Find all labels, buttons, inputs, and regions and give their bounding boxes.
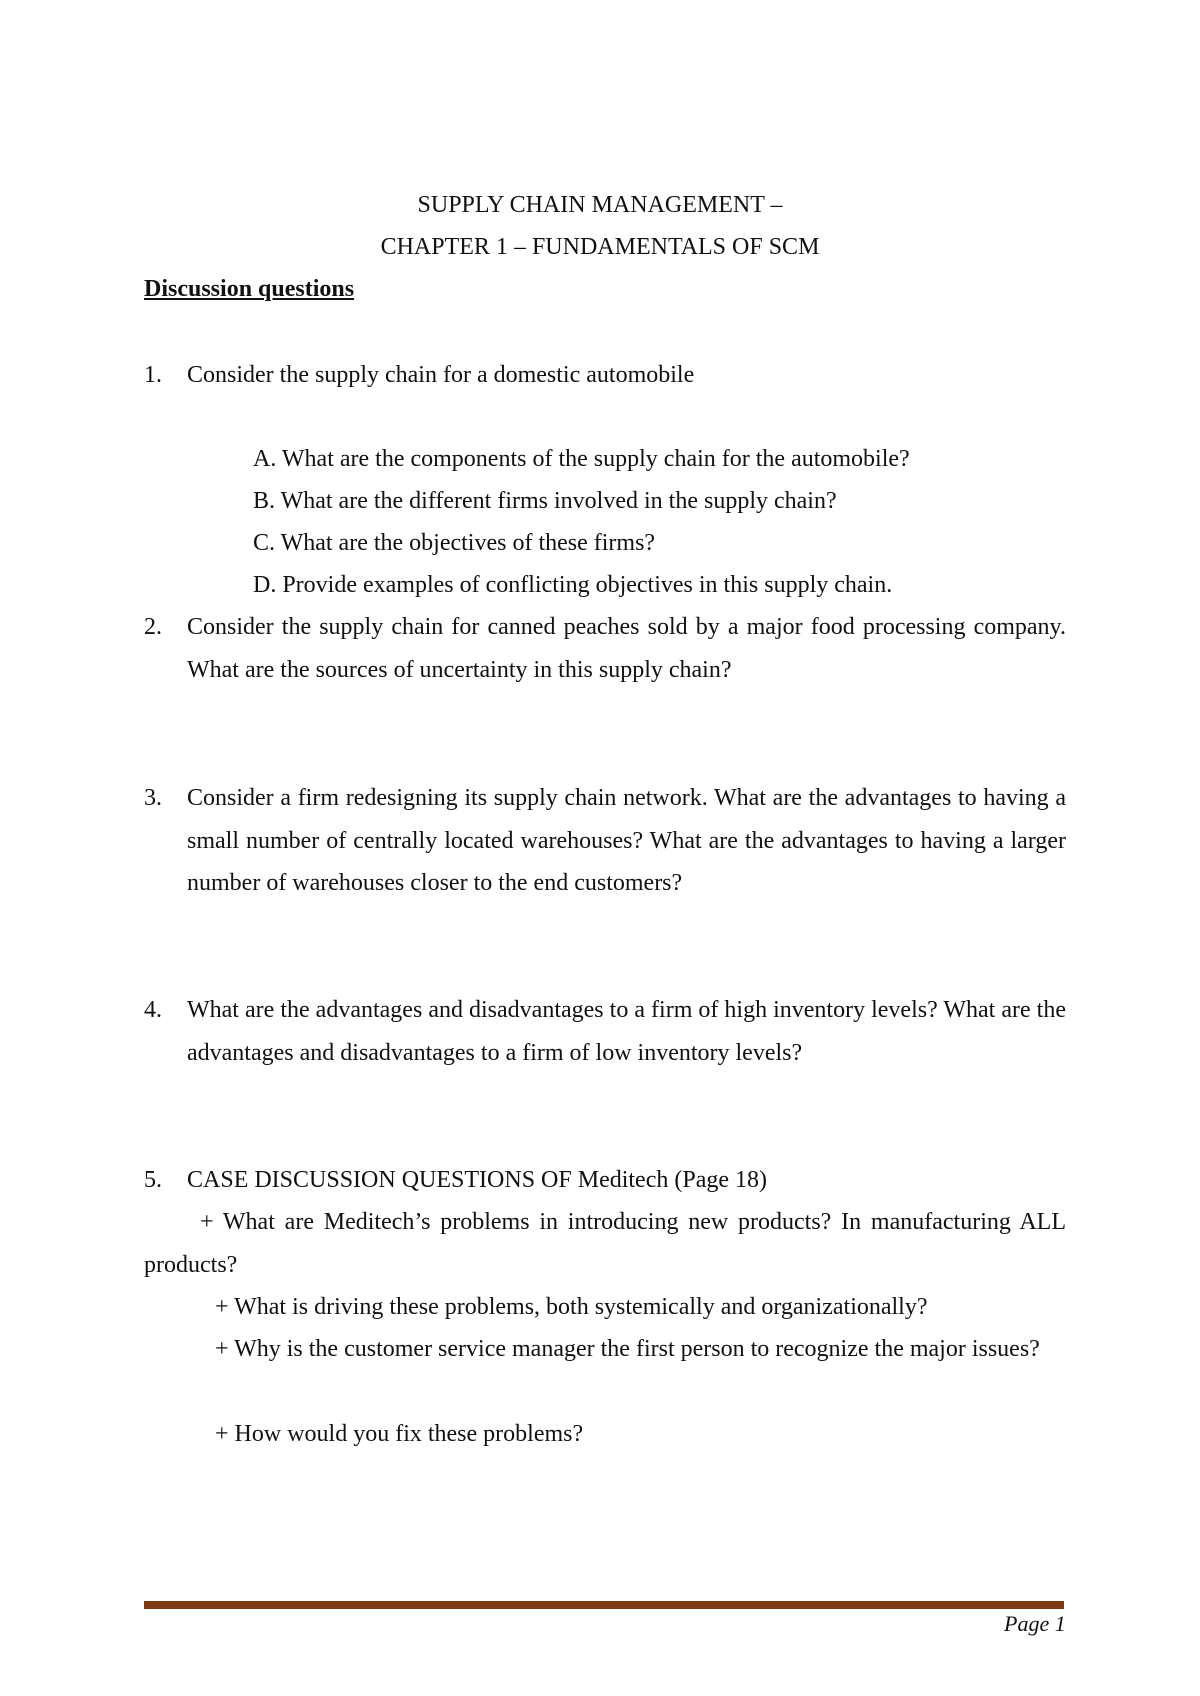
question-text-4: What are the advantages and disadvantages to a firm of high inventory levels? What are the advantages and disadvantages to a firm of low inventory levels? — [187, 997, 1066, 1066]
question-1-subitem-b: B. What are the different firms involved in the supply chain? — [253, 488, 837, 514]
question-number-4: 4. — [144, 997, 162, 1023]
question-1-subitem-a: A. What are the components of the supply chain for the automobile? — [253, 446, 910, 472]
question-5-bullet-4: + How would you fix these problems? — [215, 1421, 584, 1447]
footer-rule — [144, 1601, 1064, 1609]
section-subtitle: Discussion questions — [144, 276, 355, 302]
question-text-5: CASE DISCUSSION QUESTIONS OF Meditech (Page 18) — [187, 1167, 767, 1193]
question-number-2: 2. — [144, 614, 162, 640]
page-number: Page 1 — [1004, 1611, 1066, 1636]
question-1-subitem-c: C. What are the objectives of these firms? — [253, 530, 656, 556]
question-number-3: 3. — [144, 785, 162, 811]
question-number-5: 5. — [144, 1167, 162, 1193]
question-1-subitem-d: D. Provide examples of conflicting objectives in this supply chain. — [253, 572, 893, 598]
question-text-3: Consider a firm redesigning its supply chain network. What are the advantages to having a small number of centrally located warehouses? What are the advantages to having a larger number of warehouses closer to the end customers? — [187, 785, 1066, 896]
question-5-bullet-2: + What is driving these problems, both systemically and organizationally? — [215, 1294, 928, 1320]
question-text-1: Consider the supply chain for a domestic automobile — [187, 362, 695, 388]
question-number-1: 1. — [144, 362, 162, 388]
question-5-bullet-1: + What are Meditech’s problems in introducing new products? In manufacturing ALL products? — [144, 1209, 1066, 1278]
question-5-bullet-3: + Why is the customer service manager the first person to recognize the major issues? — [215, 1336, 1040, 1362]
document-title-line-2: CHAPTER 1 – FUNDAMENTALS OF SCM — [380, 234, 820, 260]
document-title-line-1: SUPPLY CHAIN MANAGEMENT – — [417, 192, 783, 218]
question-text-2: Consider the supply chain for canned peaches sold by a major food processing company. What are the sources of uncertainty in this supply chain? — [187, 614, 1066, 683]
